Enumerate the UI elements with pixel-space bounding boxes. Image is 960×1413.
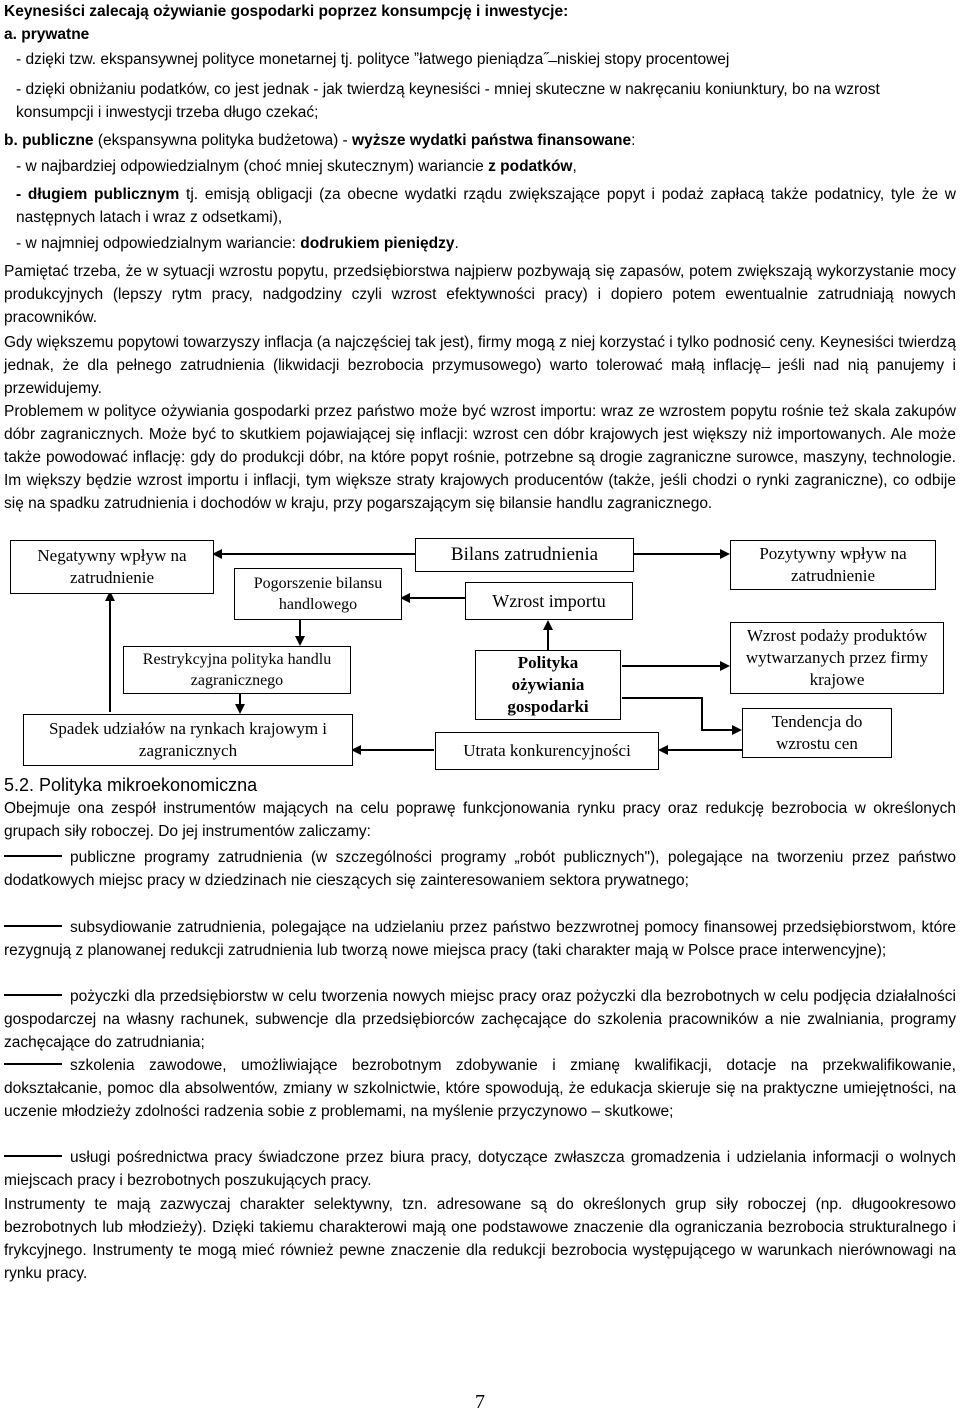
section-closing: Instrumenty te mają zazwyczaj charakter selektywny, tzn. adresowane są do określonych grup siły roboczej (np. długookresowo bezrobotnych lub młodzieży). Dzięki takiemu charakterowi mają one podstawowe znaczenie dla ograniczania bezrobocia strukturalnego i frykcyjnego. Instrumenty te mogą mieć również pewne znaczenie dla redukcji bezrobocia występującego w warunkach nierównowagi na rynku pracy. — [4, 1196, 956, 1282]
box-restrictive-trade-policy: Restrykcyjna polityka handlu zagranicznego — [123, 646, 351, 694]
box-market-share-drop: Spadek udziałów na rynkach krajowym i zagranicznych — [23, 714, 353, 766]
box-price-trend: Tendencja do wzrostu cen — [742, 708, 892, 758]
dash-icon — [4, 925, 62, 927]
paragraph-3: Problemem w polityce ożywiania gospodarki przez państwo może być wzrost importu: wraz ze wzrostem popytu rośnie też skala zakupów dóbr zagranicznych. Może być to skutkiem pojawiającej się inflacji: wzrost cen dóbr krajowych jest większy niż importowanych. Ale może także powodować inflację: gdy do produkcji dóbr, na które popyt rośnie, potrzebne są drogie zagraniczne surowce, maszyny, technologie. Im większy będzie wzrost importu i inflacji, tym większe straty krajowych producentów (także, jeśli chodzi o rynki zagraniczne), co odbije się na spadku zatrudnienia i dochodów w kraju, przy pogarszającym się bilansie handlu zagranicznego. — [4, 403, 956, 512]
list-item: subsydiowanie zatrudnienia, polegające na udzielaniu przez państwo bezzwrotnej pomocy finansowej przedsiębiorstwom, które rezygnują z planowanej redukcji zatrudnienia lub tworzą nowe miejsca pracy (taki charakter mają w Polsce prace interwencyjne); — [4, 919, 956, 959]
paragraph-2: Gdy większemu popytowi towarzyszy inflacja (a najczęściej tak jest), firmy mogą z niej korzystać i tylko podnosić ceny. Keynesiści twierdzą jednak, że dla pełnego zatrudnienia (likwidacji bezrobocia przymusowego) warto tolerować małą inflację ̶ jeśli nad nią panujemy i przewidujemy. — [4, 334, 956, 397]
page-number: 7 — [475, 1391, 485, 1413]
box-negative-impact: Negatywny wpływ na zatrudnienie — [10, 540, 214, 594]
section-intro: Obejmuje ona zespół instrumentów mających na celu poprawę funkcjonowania rynku pracy oraz redukcję bezrobocia w określonych grupach siły roboczej. Do jej instrumentów zaliczamy: — [4, 800, 956, 840]
dash-icon — [4, 855, 62, 857]
intro-a-line1: - dzięki tzw. ekspansywnej polityce monetarnej tj. polityce ˮłatwego pieniądza˝ ̶ niskiej stopy procentowej — [16, 51, 730, 68]
box-competitiveness-loss: Utrata konkurencyjności — [435, 732, 659, 770]
list-item: pożyczki dla przedsiębiorstw w celu tworzenia nowych miejsc pracy oraz pożyczki dla bezrobotnych w celu podjęcia działalności gospodarczej na własny rachunek, subwencje dla przedsiębiorców zachęcające do szkolenia pracowników a nie zwalniania, programy zachęcające do zatrudniania; — [4, 988, 956, 1051]
list-item: usługi pośrednictwa pracy świadczone przez biura pracy, dotyczące zwłaszcza gromadzenia i udzielania informacji o wolnych miejscach pracy i bezrobotnych poszukujących pracy. — [4, 1149, 956, 1189]
intro-title: Keynesiści zalecają ożywianie gospodarki poprzez konsumpcję i inwestycje: — [4, 3, 569, 20]
dash-icon — [4, 1063, 62, 1065]
box-import-growth: Wzrost importu — [465, 582, 633, 620]
intro-b-line3: - w najmniej odpowiedzialnym wariancie: dodrukiem pieniędzy. — [16, 235, 459, 252]
intro-b-line2: - długiem publicznym tj. emisją obligacji (za obecne wydatki rządu zwiększające popyt i podaż zapłacą także podatnicy, tyle że w następnych latach i wraz z odsetkami), — [16, 186, 956, 226]
dash-icon — [4, 994, 62, 996]
box-supply-growth: Wzrost podaży produktów wytwarzanych przez firmy krajowe — [730, 622, 944, 694]
box-trade-balance-worsening: Pogorszenie bilansu handlowego — [234, 568, 402, 620]
dash-icon — [4, 1155, 62, 1157]
list-item: szkolenia zawodowe, umożliwiające bezrobotnym zdobywanie i zmianę kwalifikacji, dotacje na przekwalifikowanie, dokształcanie, pomoc dla absolwentów, zmiany w szkolnictwie, które spowodują, że edukacja skieruje się na praktyczne umiejętności, na uczenie młodzieży zdolności radzenia sobie z problemami, na myślenie przyczynowo – skutkowe; — [4, 1057, 956, 1120]
box-positive-impact: Pozytywny wpływ na zatrudnienie — [730, 540, 936, 590]
intro-b-line: b. publiczne (ekspansywna polityka budżetowa) - wyższe wydatki państwa finansowane: — [4, 132, 636, 149]
box-employment-balance: Bilans zatrudnienia — [415, 538, 634, 572]
section-heading: 5.2. Polityka mikroekonomiczna — [4, 775, 258, 795]
intro-a-label: a. prywatne — [4, 26, 90, 43]
intro-a-line2: - dzięki obniżaniu podatków, co jest jednak - jak twierdzą keynesiści - mniej skuteczne w nakręcaniu koniunktury, bo na wzrost konsumpcji i inwestycji trzeba długo czekać; — [16, 81, 880, 121]
intro-b-line1: - w najbardziej odpowiedzialnym (choć mniej skutecznym) wariancie z podatków, — [16, 158, 577, 175]
paragraph-1: Pamiętać trzeba, że w sytuacji wzrostu popytu, przedsiębiorstwa najpierw pozbywają się zapasów, potem zwiększają wykorzystanie mocy produkcyjnych (lepszy rytm pracy, nadgodziny czyli wzrost efektywności pracy) i dopiero potem ewentualnie zatrudniają nowych pracowników. — [4, 263, 956, 326]
box-policy: Polityka ożywiania gospodarki — [475, 650, 621, 720]
list-item: publiczne programy zatrudnienia (w szczególności programy „robót publicznych"), polegające na tworzeniu przez państwo dodatkowych miejsc pracy w dziedzinach nie cieszących się zainteresowaniem sektora prywatnego; — [4, 849, 956, 889]
